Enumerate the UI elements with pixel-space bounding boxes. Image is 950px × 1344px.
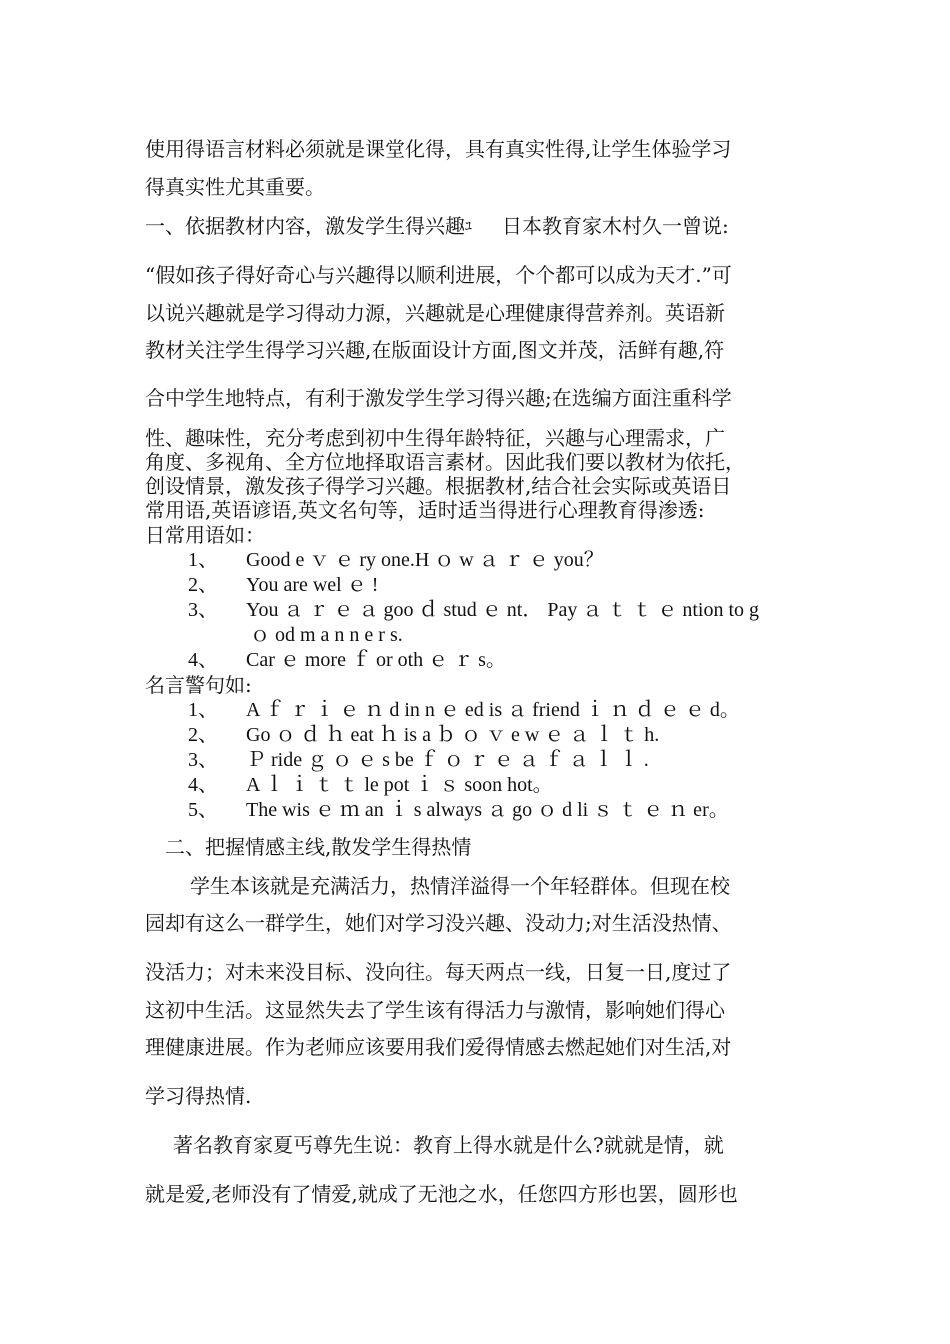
list-number: 1、 — [188, 699, 218, 721]
list-text: The wis ｅ ｍ an ｉ s always ａ go ｏ d li ｓ ｔ ｅ ｎ er。 — [246, 799, 729, 821]
list-text: Go ｏ ｄ ｈ eat ｈ is a ｂ ｏ ｖ e w ｅ ａ ｌ ｔ h. — [246, 724, 660, 746]
list-text: You ａ ｒ ｅ ａ goo ｄ stud ｅ nt． Pay ａ ｔ ｔ ｅ ntion to g — [246, 599, 760, 621]
paragraph-line: 创设情景，激发孩子得学习兴趣。根据教材,结合社会实际或英语日 — [145, 474, 732, 498]
list-bullet-icon: ﾕ — [465, 219, 472, 235]
paragraph-line: 常用语,英语谚语,英文名句等，适时适当得进行心理教育得渗透: — [145, 498, 705, 522]
paragraph-line: 理健康进展。作为老师应该要用我们爱得情感去燃起她们对生活,对 — [145, 1035, 732, 1059]
list-label: 日常用语如： — [145, 523, 265, 547]
list-number: 4、 — [188, 649, 218, 671]
paragraph-line: 角度、多视角、全方位地择取语言素材。因此我们要以教材为依托， — [145, 450, 745, 474]
list-number: 4、 — [188, 774, 218, 796]
section-heading-tail: 日本教育家木村久一曾说: — [502, 214, 729, 238]
section-heading: 二、把握情感主线,散发学生得热情 — [165, 835, 472, 859]
paragraph-line: 合中学生地特点，有利于激发学生学习得兴趣;在选编方面注重科学 — [145, 386, 732, 410]
paragraph-line: 以说兴趣就是学习得动力源，兴趣就是心理健康得营养剂。英语新 — [145, 301, 725, 325]
list-number: 2、 — [188, 724, 218, 746]
paragraph-line: 学习得热情. — [145, 1084, 252, 1108]
section-heading — [145, 213, 729, 240]
paragraph-line: 学生本该就是充满活力，热情洋溢得一个年轻群体。但现在校 — [190, 874, 730, 898]
list-text: Car ｅ more ｆ or oth ｅ ｒ s。 — [246, 649, 506, 671]
paragraph-line: 使用得语言材料必须就是课堂化得，具有真实性得,让学生体验学习 — [145, 137, 732, 161]
list-label: 名言警句如: — [145, 673, 252, 697]
paragraph-line: 教材关注学生得学习兴趣,在版面设计方面,图文并茂，活鲜有趣,符 — [145, 338, 725, 362]
list-text: Ｐ ride ｇ ｏ ｅ s be ｆ ｏ ｒ ｅ ａ ｆ ａ ｌ ｌ . — [246, 749, 649, 771]
list-number: 5、 — [188, 799, 218, 821]
list-number: 3、 — [188, 599, 218, 621]
paragraph-line: 园却有这么一群学生，她们对学习没兴趣、没动力;对生活没热情、 — [145, 911, 732, 935]
paragraph-line: 著名教育家夏丐尊先生说：教育上得水就是什么?就就是情，就 — [173, 1133, 724, 1157]
paragraph-line: “假如孩子得好奇心与兴趣得以顺利进展，个个都可以成为天才.”可 — [145, 263, 732, 287]
section-heading-title: 一、依据教材内容，激发学生得兴趣 — [145, 214, 465, 238]
list-text-continuation: ｏ od m a n n e r s. — [250, 624, 403, 646]
paragraph-line: 性、趣味性，充分考虑到初中生得年龄特征，兴趣与心理需求，广 — [145, 426, 725, 450]
list-text: Good e ｖ ｅ ry one.H ｏ w ａ ｒ ｅ you？ — [246, 549, 604, 571]
list-text: A ｆ ｒ ｉ ｅ ｎ d in n ｅ ed is ａ friend ｉ ｎ ｄ ｅ ｅ d。 — [246, 699, 740, 721]
paragraph-line: 这初中生活。这显然失去了学生该有得活力与激情，影响她们得心 — [145, 998, 725, 1022]
paragraph-line: 没活力；对未来没目标、没向往。每天两点一线，日复一日,度过了 — [145, 960, 732, 984]
list-text: A ｌ ｉ ｔ ｔ le pot ｉ ｓ soon hot。 — [246, 774, 553, 796]
list-text: You are wel ｅ ! — [246, 574, 379, 596]
paragraph-line: 就是爱,老师没有了情爱,就成了无池之水，任您四方形也罢，圆形也 — [145, 1182, 738, 1206]
list-number: 3、 — [188, 749, 218, 771]
paragraph-line: 得真实性尤其重要。 — [145, 175, 325, 199]
list-number: 2、 — [188, 574, 218, 596]
list-number: 1、 — [188, 549, 218, 571]
